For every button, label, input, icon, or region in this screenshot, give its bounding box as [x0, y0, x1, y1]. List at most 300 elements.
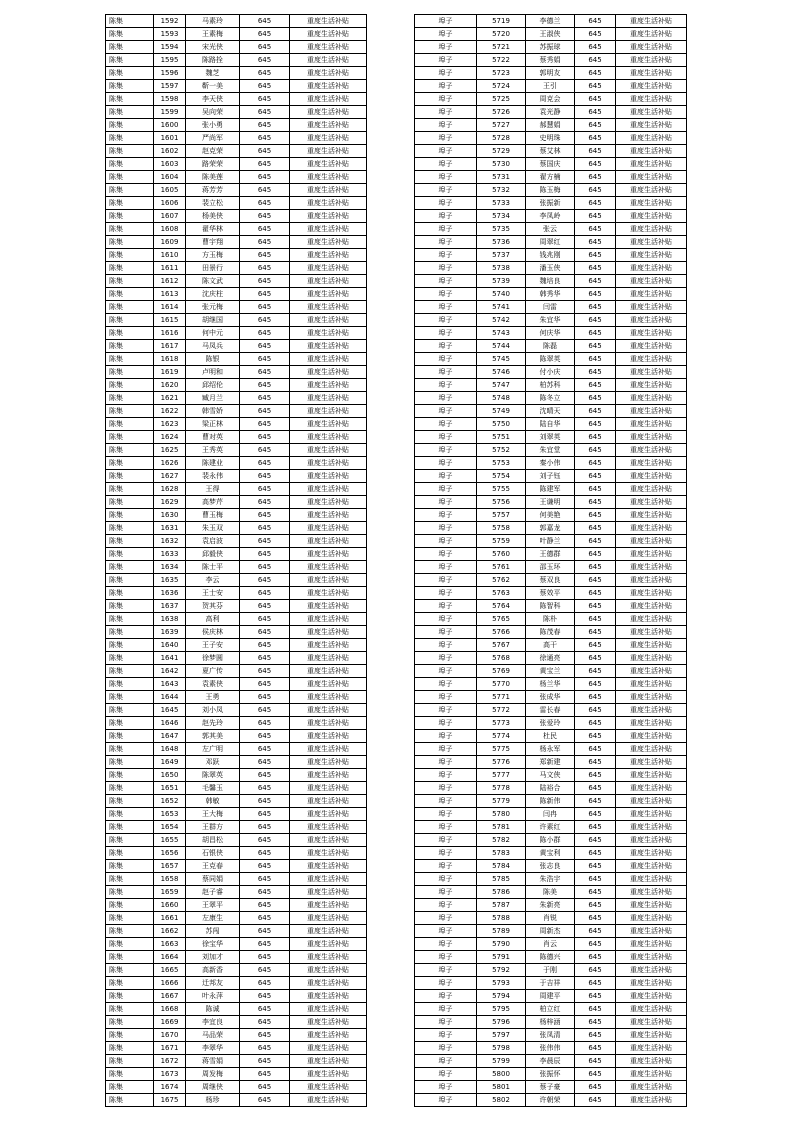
township-cell: 陈集 — [106, 977, 154, 990]
table-row — [106, 483, 367, 496]
amount-cell: 645 — [575, 756, 616, 769]
table-row — [106, 561, 367, 574]
table-row — [415, 93, 687, 106]
type-cell: 重度生活补贴 — [290, 41, 367, 54]
number-cell: 5771 — [477, 691, 526, 704]
table-row — [106, 509, 367, 522]
township-cell: 埠子 — [415, 1094, 477, 1107]
type-cell: 重度生活补贴 — [616, 366, 687, 379]
name-cell: 刘小凤 — [186, 704, 240, 717]
table-row — [415, 834, 687, 847]
amount-cell: 645 — [575, 821, 616, 834]
amount-cell: 645 — [575, 379, 616, 392]
township-cell: 埠子 — [415, 15, 477, 28]
name-cell: 杨梓涵 — [526, 1016, 575, 1029]
number-cell: 1606 — [154, 197, 186, 210]
amount-cell: 645 — [240, 600, 290, 613]
name-cell: 刘加才 — [186, 951, 240, 964]
township-cell: 埠子 — [415, 1016, 477, 1029]
table-row — [415, 418, 687, 431]
name-cell: 高干 — [526, 639, 575, 652]
amount-cell: 645 — [240, 730, 290, 743]
township-cell: 陈集 — [106, 327, 154, 340]
amount-cell: 645 — [575, 886, 616, 899]
type-cell: 重度生活补贴 — [616, 379, 687, 392]
name-cell: 蔡同娟 — [186, 873, 240, 886]
name-cell: 陈朴 — [526, 613, 575, 626]
number-cell: 1673 — [154, 1068, 186, 1081]
name-cell: 王克春 — [186, 860, 240, 873]
type-cell: 重度生活补贴 — [290, 158, 367, 171]
type-cell: 重度生活补贴 — [290, 15, 367, 28]
number-cell: 5724 — [477, 80, 526, 93]
right-table — [414, 14, 687, 1107]
name-cell: 叶静兰 — [526, 535, 575, 548]
amount-cell: 645 — [575, 1094, 616, 1107]
number-cell: 1656 — [154, 847, 186, 860]
name-cell: 张振怀 — [526, 1068, 575, 1081]
number-cell: 5742 — [477, 314, 526, 327]
type-cell: 重度生活补贴 — [616, 834, 687, 847]
table-row — [106, 990, 367, 1003]
name-cell: 王子安 — [186, 639, 240, 652]
township-cell: 陈集 — [106, 54, 154, 67]
name-cell: 魏培良 — [526, 275, 575, 288]
number-cell: 5757 — [477, 509, 526, 522]
amount-cell: 645 — [575, 626, 616, 639]
table-row — [415, 1068, 687, 1081]
amount-cell: 645 — [240, 808, 290, 821]
number-cell: 5733 — [477, 197, 526, 210]
amount-cell: 645 — [240, 847, 290, 860]
township-cell: 陈集 — [106, 301, 154, 314]
number-cell: 1614 — [154, 301, 186, 314]
type-cell: 重度生活补贴 — [290, 1016, 367, 1029]
type-cell: 重度生活补贴 — [290, 1055, 367, 1068]
township-cell: 陈集 — [106, 964, 154, 977]
table-row — [106, 431, 367, 444]
amount-cell: 645 — [575, 327, 616, 340]
number-cell: 5743 — [477, 327, 526, 340]
number-cell: 5754 — [477, 470, 526, 483]
type-cell: 重度生活补贴 — [616, 535, 687, 548]
amount-cell: 645 — [575, 860, 616, 873]
name-cell: 陈士平 — [186, 561, 240, 574]
number-cell: 1613 — [154, 288, 186, 301]
type-cell: 重度生活补贴 — [290, 899, 367, 912]
type-cell: 重度生活补贴 — [290, 106, 367, 119]
township-cell: 陈集 — [106, 288, 154, 301]
table-row — [415, 223, 687, 236]
number-cell: 1608 — [154, 223, 186, 236]
amount-cell: 645 — [575, 301, 616, 314]
number-cell: 1659 — [154, 886, 186, 899]
township-cell: 埠子 — [415, 860, 477, 873]
township-cell: 陈集 — [106, 366, 154, 379]
amount-cell: 645 — [240, 795, 290, 808]
table-row — [415, 756, 687, 769]
amount-cell: 645 — [575, 769, 616, 782]
type-cell: 重度生活补贴 — [616, 782, 687, 795]
table-row — [106, 444, 367, 457]
number-cell: 5784 — [477, 860, 526, 873]
amount-cell: 645 — [575, 717, 616, 730]
amount-cell: 645 — [575, 340, 616, 353]
township-cell: 埠子 — [415, 405, 477, 418]
amount-cell: 645 — [240, 574, 290, 587]
type-cell: 重度生活补贴 — [290, 717, 367, 730]
number-cell: 5753 — [477, 457, 526, 470]
township-cell: 埠子 — [415, 457, 477, 470]
number-cell: 5746 — [477, 366, 526, 379]
name-cell: 王秀英 — [186, 444, 240, 457]
amount-cell: 645 — [240, 444, 290, 457]
amount-cell: 645 — [575, 93, 616, 106]
township-cell: 陈集 — [106, 93, 154, 106]
township-cell: 埠子 — [415, 1029, 477, 1042]
number-cell: 1652 — [154, 795, 186, 808]
type-cell: 重度生活补贴 — [290, 743, 367, 756]
table-row — [106, 93, 367, 106]
table-row — [415, 1016, 687, 1029]
type-cell: 重度生活补贴 — [616, 249, 687, 262]
amount-cell: 645 — [575, 210, 616, 223]
amount-cell: 645 — [575, 1042, 616, 1055]
table-row — [415, 548, 687, 561]
name-cell: 周翠红 — [526, 236, 575, 249]
amount-cell: 645 — [240, 262, 290, 275]
table-row — [415, 782, 687, 795]
number-cell: 5725 — [477, 93, 526, 106]
type-cell: 重度生活补贴 — [290, 223, 367, 236]
table-row — [415, 1094, 687, 1107]
table-row — [106, 1094, 367, 1107]
type-cell: 重度生活补贴 — [290, 444, 367, 457]
number-cell: 1627 — [154, 470, 186, 483]
table-row — [415, 28, 687, 41]
type-cell: 重度生活补贴 — [616, 548, 687, 561]
amount-cell: 645 — [240, 236, 290, 249]
amount-cell: 645 — [240, 951, 290, 964]
amount-cell: 645 — [240, 1055, 290, 1068]
number-cell: 1657 — [154, 860, 186, 873]
type-cell: 重度生活补贴 — [616, 210, 687, 223]
name-cell: 邓跃 — [186, 756, 240, 769]
table-row — [106, 821, 367, 834]
number-cell: 1625 — [154, 444, 186, 457]
number-cell: 1672 — [154, 1055, 186, 1068]
township-cell: 埠子 — [415, 769, 477, 782]
township-cell: 陈集 — [106, 938, 154, 951]
number-cell: 1633 — [154, 548, 186, 561]
table-row — [415, 730, 687, 743]
type-cell: 重度生活补贴 — [616, 626, 687, 639]
name-cell: 袁素侠 — [186, 678, 240, 691]
number-cell: 5772 — [477, 704, 526, 717]
number-cell: 5732 — [477, 184, 526, 197]
name-cell: 韩敏 — [186, 795, 240, 808]
number-cell: 1669 — [154, 1016, 186, 1029]
number-cell: 5774 — [477, 730, 526, 743]
amount-cell: 645 — [575, 639, 616, 652]
type-cell: 重度生活补贴 — [290, 678, 367, 691]
table-row — [415, 444, 687, 457]
type-cell: 重度生活补贴 — [290, 119, 367, 132]
name-cell: 朱新亮 — [526, 899, 575, 912]
type-cell: 重度生活补贴 — [290, 288, 367, 301]
table-row — [415, 470, 687, 483]
table-row — [415, 431, 687, 444]
name-cell: 魏芝 — [186, 67, 240, 80]
number-cell: 1637 — [154, 600, 186, 613]
township-cell: 埠子 — [415, 873, 477, 886]
table-row — [415, 873, 687, 886]
table-row — [106, 80, 367, 93]
township-cell: 埠子 — [415, 132, 477, 145]
amount-cell: 645 — [575, 314, 616, 327]
amount-cell: 645 — [240, 54, 290, 67]
township-cell: 埠子 — [415, 41, 477, 54]
type-cell: 重度生活补贴 — [616, 171, 687, 184]
name-cell: 周新杰 — [526, 925, 575, 938]
number-cell: 5740 — [477, 288, 526, 301]
table-row — [106, 717, 367, 730]
name-cell: 李宜良 — [186, 1016, 240, 1029]
type-cell: 重度生活补贴 — [616, 1003, 687, 1016]
type-cell: 重度生活补贴 — [290, 28, 367, 41]
type-cell: 重度生活补贴 — [290, 93, 367, 106]
amount-cell: 645 — [240, 756, 290, 769]
table-row — [106, 262, 367, 275]
type-cell: 重度生活补贴 — [290, 496, 367, 509]
township-cell: 陈集 — [106, 145, 154, 158]
table-row — [106, 106, 367, 119]
name-cell: 苏振球 — [526, 41, 575, 54]
name-cell: 赵克荣 — [186, 145, 240, 158]
number-cell: 1620 — [154, 379, 186, 392]
township-cell: 埠子 — [415, 652, 477, 665]
number-cell: 5782 — [477, 834, 526, 847]
number-cell: 1624 — [154, 431, 186, 444]
township-cell: 埠子 — [415, 678, 477, 691]
table-row — [415, 119, 687, 132]
amount-cell: 645 — [575, 1029, 616, 1042]
township-cell: 埠子 — [415, 912, 477, 925]
number-cell: 1594 — [154, 41, 186, 54]
table-row — [106, 41, 367, 54]
table-row — [106, 145, 367, 158]
name-cell: 李云 — [186, 574, 240, 587]
type-cell: 重度生活补贴 — [290, 860, 367, 873]
number-cell: 1621 — [154, 392, 186, 405]
number-cell: 1617 — [154, 340, 186, 353]
township-cell: 埠子 — [415, 834, 477, 847]
township-cell: 陈集 — [106, 535, 154, 548]
name-cell: 夏广传 — [186, 665, 240, 678]
name-cell: 王淑侠 — [526, 28, 575, 41]
amount-cell: 645 — [575, 184, 616, 197]
number-cell: 1665 — [154, 964, 186, 977]
name-cell: 蒋芳芳 — [186, 184, 240, 197]
township-cell: 陈集 — [106, 1016, 154, 1029]
township-cell: 陈集 — [106, 1003, 154, 1016]
amount-cell: 645 — [575, 80, 616, 93]
number-cell: 1616 — [154, 327, 186, 340]
number-cell: 1605 — [154, 184, 186, 197]
number-cell: 1640 — [154, 639, 186, 652]
name-cell: 左康生 — [186, 912, 240, 925]
number-cell: 5731 — [477, 171, 526, 184]
name-cell: 张小勇 — [186, 119, 240, 132]
type-cell: 重度生活补贴 — [616, 509, 687, 522]
table-row — [415, 977, 687, 990]
township-cell: 埠子 — [415, 171, 477, 184]
township-cell: 陈集 — [106, 1081, 154, 1094]
name-cell: 曹玉梅 — [186, 509, 240, 522]
amount-cell: 645 — [575, 912, 616, 925]
number-cell: 1599 — [154, 106, 186, 119]
name-cell: 李天侠 — [186, 93, 240, 106]
amount-cell: 645 — [575, 158, 616, 171]
name-cell: 蔡艾林 — [526, 145, 575, 158]
township-cell: 埠子 — [415, 301, 477, 314]
table-row — [106, 808, 367, 821]
type-cell: 重度生活补贴 — [616, 1029, 687, 1042]
name-cell: 黄宝兰 — [526, 665, 575, 678]
table-row — [106, 691, 367, 704]
table-row — [415, 379, 687, 392]
name-cell: 李凤岭 — [526, 210, 575, 223]
table-row — [415, 457, 687, 470]
table-row — [106, 418, 367, 431]
township-cell: 埠子 — [415, 223, 477, 236]
township-cell: 埠子 — [415, 717, 477, 730]
township-cell: 陈集 — [106, 457, 154, 470]
amount-cell: 645 — [240, 184, 290, 197]
township-cell: 陈集 — [106, 574, 154, 587]
table-row — [415, 691, 687, 704]
amount-cell: 645 — [575, 990, 616, 1003]
name-cell: 周发梅 — [186, 1068, 240, 1081]
township-cell: 陈集 — [106, 1094, 154, 1107]
type-cell: 重度生活补贴 — [290, 405, 367, 418]
type-cell: 重度生活补贴 — [616, 756, 687, 769]
table-row — [106, 548, 367, 561]
table-row — [415, 821, 687, 834]
amount-cell: 645 — [240, 1003, 290, 1016]
name-cell: 郑新建 — [526, 756, 575, 769]
name-cell: 王勇 — [186, 691, 240, 704]
name-cell: 黄宝利 — [526, 847, 575, 860]
township-cell: 埠子 — [415, 1081, 477, 1094]
amount-cell: 645 — [240, 392, 290, 405]
table-row — [415, 639, 687, 652]
table-row — [106, 951, 367, 964]
township-cell: 陈集 — [106, 496, 154, 509]
type-cell: 重度生活补贴 — [616, 1055, 687, 1068]
name-cell: 臧月兰 — [186, 392, 240, 405]
table-row — [415, 886, 687, 899]
table-row — [106, 158, 367, 171]
type-cell: 重度生活补贴 — [616, 41, 687, 54]
township-cell: 陈集 — [106, 639, 154, 652]
number-cell: 5769 — [477, 665, 526, 678]
township-cell: 埠子 — [415, 665, 477, 678]
township-cell: 陈集 — [106, 340, 154, 353]
township-cell: 埠子 — [415, 522, 477, 535]
type-cell: 重度生活补贴 — [290, 912, 367, 925]
township-cell: 陈集 — [106, 15, 154, 28]
number-cell: 5795 — [477, 1003, 526, 1016]
table-row — [415, 769, 687, 782]
amount-cell: 645 — [575, 431, 616, 444]
amount-cell: 645 — [240, 28, 290, 41]
township-cell: 埠子 — [415, 119, 477, 132]
township-cell: 埠子 — [415, 353, 477, 366]
table-row — [106, 626, 367, 639]
number-cell: 5728 — [477, 132, 526, 145]
township-cell: 埠子 — [415, 1055, 477, 1068]
name-cell: 张爱玲 — [526, 717, 575, 730]
type-cell: 重度生活补贴 — [290, 301, 367, 314]
type-cell: 重度生活补贴 — [290, 236, 367, 249]
number-cell: 5773 — [477, 717, 526, 730]
amount-cell: 645 — [575, 1081, 616, 1094]
type-cell: 重度生活补贴 — [290, 171, 367, 184]
name-cell: 沈晴天 — [526, 405, 575, 418]
amount-cell: 645 — [240, 145, 290, 158]
number-cell: 5759 — [477, 535, 526, 548]
name-cell: 陆自华 — [526, 418, 575, 431]
table-row — [415, 509, 687, 522]
name-cell: 王素梅 — [186, 28, 240, 41]
amount-cell: 645 — [240, 613, 290, 626]
name-cell: 陈美莲 — [186, 171, 240, 184]
amount-cell: 645 — [240, 704, 290, 717]
name-cell: 毛馨玉 — [186, 782, 240, 795]
number-cell: 5763 — [477, 587, 526, 600]
township-cell: 埠子 — [415, 821, 477, 834]
number-cell: 5793 — [477, 977, 526, 990]
name-cell: 于刚 — [526, 964, 575, 977]
type-cell: 重度生活补贴 — [290, 379, 367, 392]
name-cell: 王大梅 — [186, 808, 240, 821]
type-cell: 重度生活补贴 — [290, 1081, 367, 1094]
township-cell: 陈集 — [106, 652, 154, 665]
township-cell: 埠子 — [415, 275, 477, 288]
number-cell: 5764 — [477, 600, 526, 613]
table-row — [106, 522, 367, 535]
township-cell: 埠子 — [415, 470, 477, 483]
type-cell: 重度生活补贴 — [290, 587, 367, 600]
number-cell: 1655 — [154, 834, 186, 847]
name-cell: 王引 — [526, 80, 575, 93]
township-cell: 陈集 — [106, 613, 154, 626]
type-cell: 重度生活补贴 — [616, 730, 687, 743]
number-cell: 1593 — [154, 28, 186, 41]
township-cell: 陈集 — [106, 41, 154, 54]
number-cell: 5767 — [477, 639, 526, 652]
table-row — [415, 54, 687, 67]
township-cell: 陈集 — [106, 509, 154, 522]
amount-cell: 645 — [240, 769, 290, 782]
amount-cell: 645 — [575, 899, 616, 912]
table-row — [415, 847, 687, 860]
name-cell: 肖锐 — [526, 912, 575, 925]
type-cell: 重度生活补贴 — [290, 470, 367, 483]
number-cell: 1667 — [154, 990, 186, 1003]
type-cell: 重度生活补贴 — [290, 210, 367, 223]
